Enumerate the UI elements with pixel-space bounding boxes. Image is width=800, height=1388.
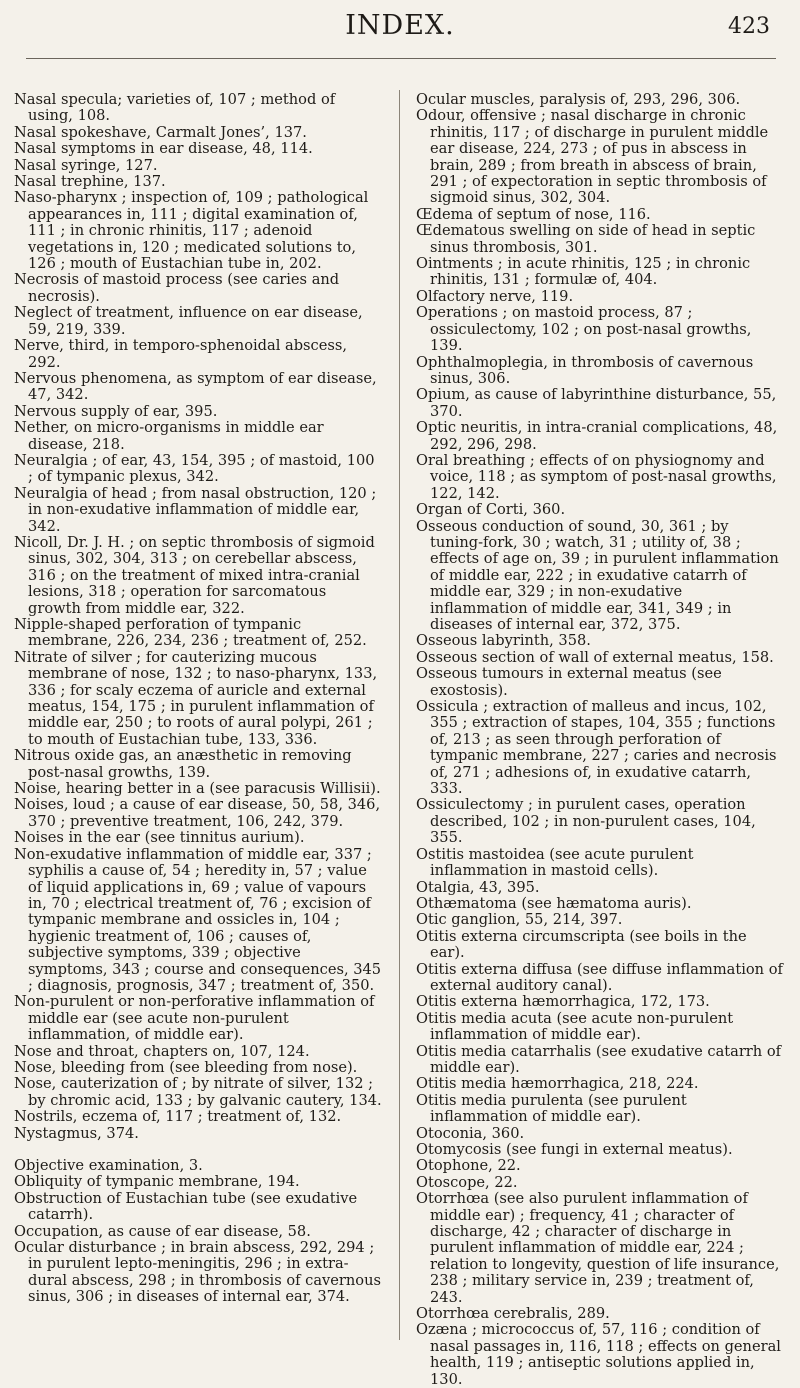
index-entry: Nasal syringe, 127. — [14, 156, 158, 174]
index-entry: Ossicula ; extraction of malleus and incus, 102, 355 ; extraction of stapes, 104, 355 ; functions of, 213 ; as seen through perforation of tympanic membrane, 227 ; caries and necrosis of, 271 ; adhesions of, in exudative catarrh, 333. — [416, 698, 777, 798]
page-number: 423 — [728, 14, 770, 39]
index-entry: Otoconia, 360. — [416, 1124, 525, 1142]
index-entry: Odour, offensive ; nasal discharge in chronic rhinitis, 117 ; of discharge in purulent middle ear disease, 224, 273 ; of pus in abscess in brain, 289 ; from breath in abscess of brain, 291 ; of expectoration in septic thrombosis of sigmoid sinus, 302, 304. — [416, 107, 769, 207]
page-title: INDEX. — [345, 10, 455, 41]
index-entry: Operations ; on mastoid process, 87 ; ossiculectomy, 102 ; on post-nasal growths, 139. — [416, 304, 752, 355]
index-entry: Ophthalmoplegia, in thrombosis of cavernous sinus, 306. — [416, 353, 754, 387]
index-entry: Noises, loud ; a cause of ear disease, 50, 58, 346, 370 ; preventive treatment, 106, 242, 379. — [14, 796, 381, 830]
index-entry: Osseous tumours in external meatus (see exostosis). — [416, 665, 722, 699]
index-entry: Neglect of treatment, influence on ear disease, 59, 219, 339. — [14, 304, 363, 338]
right-column — [416, 92, 784, 1388]
index-entry: Nervous phenomena, as symptom of ear disease, 47, 342. — [14, 369, 377, 404]
index-entry: Ozæna ; micrococcus of, 57, 116 ; condition of nasal passages in, 116, 118 ; effects on general health, 119 ; antiseptic solutions applied in, 130. — [416, 1321, 781, 1388]
index-entry: Nipple-shaped perforation of tympanic membrane, 226, 234, 236 ; treatment of, 252. — [14, 616, 367, 650]
index-entry: Nasal trephine, 137. — [14, 173, 166, 191]
index-entry: Otitis media acuta (see acute non-purulent inflammation of middle ear). — [416, 1009, 734, 1044]
index-entry: Nerve, third, in temporo-sphenoidal abscess, 292. — [14, 337, 347, 371]
index-entry: Optic neuritis, in intra-cranial complications, 48, 292, 296, 298. — [416, 419, 778, 453]
index-entry: Otalgia, 43, 395. — [416, 878, 540, 896]
index-entry: Ocular muscles, paralysis of, 293, 296, 306. — [416, 91, 741, 108]
index-entry: Non-purulent or non-perforative inflammation of middle ear (see acute non-purulent inflammation, of middle ear). — [14, 993, 375, 1044]
index-entry: Otorrhœa cerebralis, 289. — [416, 1305, 610, 1323]
index-entry: Ostitis mastoidea (see acute purulent inflammation in mastoid cells). — [416, 845, 694, 880]
index-entry: Noises in the ear (see tinnitus aurium). — [14, 829, 305, 847]
index-entry: Occupation, as cause of ear disease, 58. — [14, 1222, 311, 1240]
index-entry: Osseous section of wall of external meatus, 158. — [416, 648, 774, 666]
index-entry: Nervous supply of ear, 395. — [14, 402, 218, 420]
index-entry: Otophone, 22. — [416, 1157, 521, 1175]
index-entry: Noise, hearing better in a (see paracusis Willisii). — [14, 780, 381, 798]
index-entry: Ointments ; in acute rhinitis, 125 ; in chronic rhinitis, 131 ; formulæ of, 404. — [416, 255, 751, 289]
index-entry: Otitis media catarrhalis (see exudative catarrh of middle ear). — [416, 1042, 782, 1076]
index-entry: Nasal specula; varieties of, 107 ; method of using, 108. — [14, 91, 336, 125]
index-entry: Nose, cauterization of ; by nitrate of silver, 132 ; by chromic acid, 133 ; by galvanic cautery, 134. — [14, 1075, 382, 1109]
index-entry: Nose and throat, chapters on, 107, 124. — [14, 1042, 310, 1060]
index-entry: Otitis externa circumscripta (see boils in the ear). — [416, 927, 747, 962]
index-entry: Nasal spokeshave, Carmalt Jones’, 137. — [14, 123, 307, 141]
index-entry: Neuralgia of head ; from nasal obstruction, 120 ; in non-exudative inflammation of middle ear, 342. — [14, 484, 377, 535]
index-entry: Nasal symptoms in ear disease, 48, 114. — [14, 140, 313, 158]
index-entry: Nether, on micro-organisms in middle ear disease, 218. — [14, 419, 324, 453]
letter-section-gap — [14, 1142, 382, 1158]
index-entry: Othæmatoma (see hæmatoma auris). — [416, 894, 692, 912]
index-entry: Ocular disturbance ; in brain abscess, 292, 294 ; in purulent lepto-meningitis, 296 ; in extra-dural abscess, 298 ; in thrombosis of cavernous sinus, 306 ; in diseases of internal ear, 374. — [14, 1239, 381, 1306]
index-entry: Œdematous swelling on side of head in septic sinus thrombosis, 301. — [416, 222, 756, 256]
column-divider — [399, 90, 400, 1340]
index-entry: Organ of Corti, 360. — [416, 501, 566, 519]
index-entry: Otitis externa diffusa (see diffuse inflammation of external auditory canal). — [416, 960, 783, 994]
index-entry: Oral breathing ; effects of on physiognomy and voice, 118 ; as symptom of post-nasal growths, 122, 142. — [416, 451, 777, 502]
index-entry: Nitrous oxide gas, an anæsthetic in removing post-nasal growths, 139. — [14, 747, 352, 781]
index-entry: Otomycosis (see fungi in external meatus). — [416, 1141, 733, 1158]
index-entry: Otorrhœa (see also purulent inflammation of middle ear) ; frequency, 41 ; character of discharge, 42 ; character of discharge in purulent inflammation of middle ear, 224 ; relation to longevity, question of life insurance, 238 ; military service in, 239 ; treatment of, 243. — [416, 1190, 780, 1306]
index-entry: Naso-pharynx ; inspection of, 109 ; pathological appearances in, 111 ; digital examination of, 111 ; in chronic rhinitis, 117 ; adenoid vegetations in, 120 ; medicated solutions to, 126 ; mouth of Eustachian tube in, 202. — [14, 189, 369, 273]
index-entry: Nose, bleeding from (see bleeding from nose). — [14, 1058, 358, 1076]
index-entry: Neuralgia ; of ear, 43, 154, 395 ; of mastoid, 100 ; of tympanic plexus, 342. — [14, 451, 375, 486]
index-entry: Nicoll, Dr. J. H. ; on septic thrombosis of sigmoid sinus, 302, 304, 313 ; on cerebellar abscess, 316 ; on the treatment of mixed intra-cranial lesions, 318 ; operation for sarcomatous growth from middle ear, 322. — [14, 533, 375, 617]
index-entry: Ossiculectomy ; in purulent cases, operation described, 102 ; in non-purulent cases, 104, 355. — [416, 796, 756, 847]
index-entry: Otitis media hæmorrhagica, 218, 224. — [416, 1075, 699, 1093]
left-column — [14, 92, 382, 1306]
page-header — [0, 10, 800, 50]
header-rule — [26, 58, 776, 59]
index-entry: Necrosis of mastoid process (see caries and necrosis). — [14, 271, 340, 305]
index-entry: Osseous labyrinth, 358. — [416, 632, 591, 650]
index-entry: Otic ganglion, 55, 214, 397. — [416, 911, 623, 929]
index-entry: Otitis externa hæmorrhagica, 172, 173. — [416, 993, 710, 1011]
index-entry: Osseous conduction of sound, 30, 361 ; by tuning-fork, 30 ; watch, 31 ; utility of, 38 ; effects of age on, 39 ; in purulent inflammation of middle ear, 222 ; in exudative catarrh of middle ear, 329 ; in non-exudative inflammation of middle ear, 341, 349 ; in diseases of internal ear, 372, 375. — [416, 517, 779, 633]
index-entry: Non-exudative inflammation of middle ear, 337 ; syphilis a cause of, 54 ; heredity in, 57 ; value of liquid applications in, 69 ; value of vapours in, 70 ; electrical treatment of, 76 ; excision of tympanic membrane and ossicles in, 104 ; hygienic treatment of, 106 ; causes of, subjective symptoms, 339 ; objective symptoms, 343 ; course and consequences, 345 ; diagnosis, prognosis, 347 ; treatment of, 350. — [14, 845, 382, 994]
index-entry: Nitrate of silver ; for cauterizing mucous membrane of nose, 132 ; to naso-pharynx, 133, 336 ; for scaly eczema of auricle and external meatus, 154, 175 ; in purulent inflammation of middle ear, 250 ; to roots of aural polypi, 261 ; to mouth of Eustachian tube, 133, 336. — [14, 648, 378, 748]
index-entry: Objective examination, 3. — [14, 1157, 203, 1174]
index-entry: Olfactory nerve, 119. — [416, 287, 574, 305]
index-entry: Nostrils, eczema of, 117 ; treatment of, 132. — [14, 1108, 342, 1126]
index-entry: Otoscope, 22. — [416, 1173, 518, 1191]
index-entry: Œdema of septum of nose, 116. — [416, 205, 651, 223]
index-entry: Otitis media purulenta (see purulent inflammation of middle ear). — [416, 1091, 687, 1126]
index-entry: Obstruction of Eustachian tube (see exudative catarrh). — [14, 1189, 358, 1224]
index-entry: Nystagmus, 374. — [14, 1124, 139, 1142]
index-entry: Obliquity of tympanic membrane, 194. — [14, 1173, 300, 1191]
index-entry: Opium, as cause of labyrinthine disturbance, 55, 370. — [416, 386, 777, 420]
